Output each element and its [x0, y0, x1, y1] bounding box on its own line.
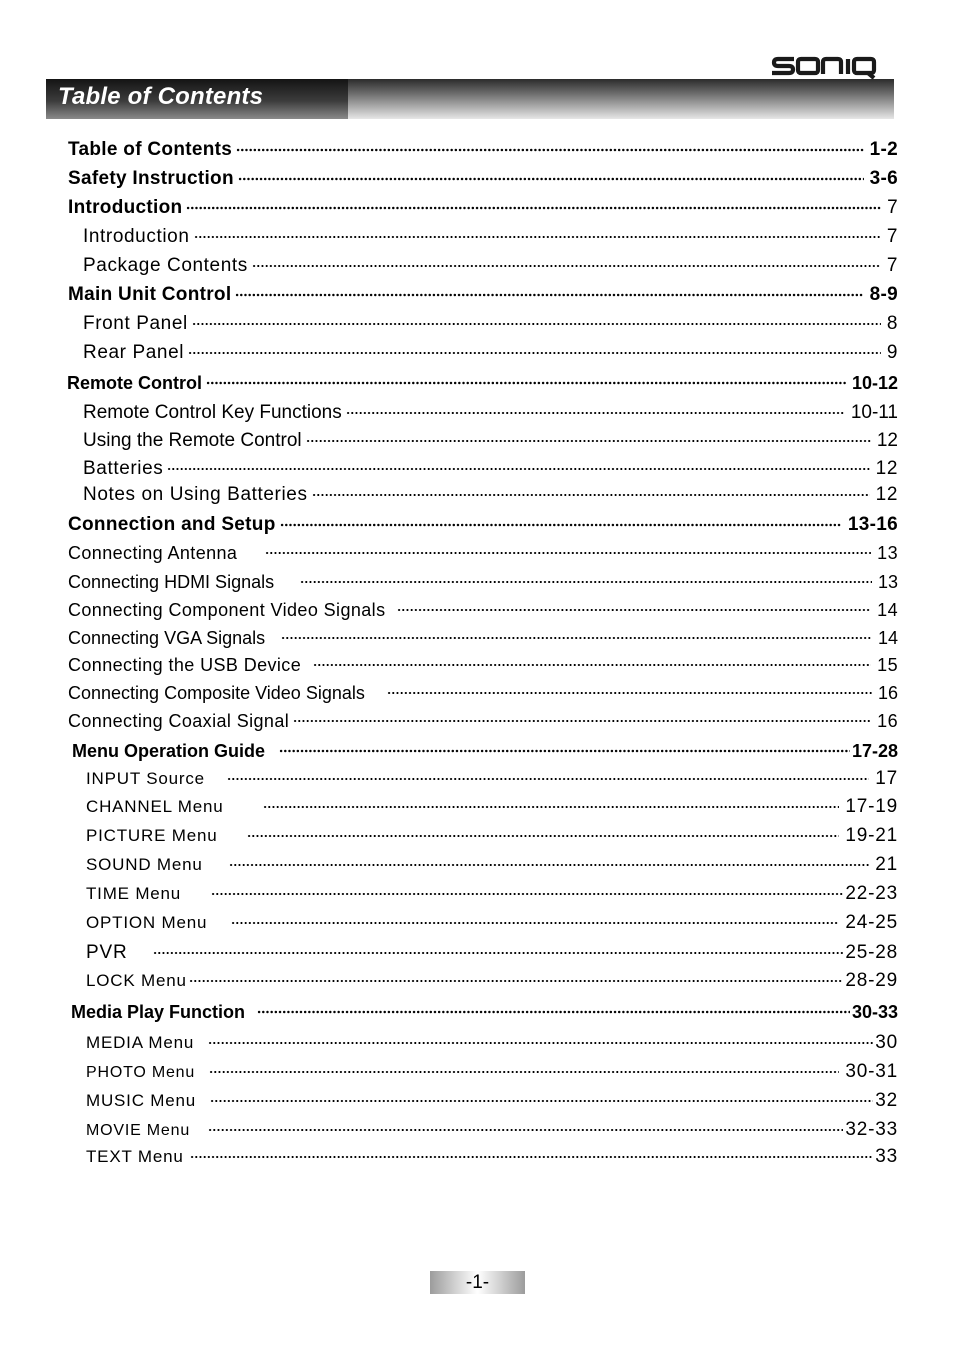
toc-entry-label: MOVIE Menu [86, 1122, 191, 1139]
toc-entry-label: Media Play Function [71, 1002, 246, 1022]
toc-entry[interactable] [68, 709, 898, 733]
toc-entry-label: CHANNEL Menu [86, 797, 224, 816]
toc-entry[interactable] [86, 767, 898, 791]
toc-entry[interactable] [68, 513, 898, 537]
toc-entry[interactable] [67, 371, 898, 395]
toc-leader-dots [210, 1097, 873, 1105]
toc-entry[interactable] [83, 341, 898, 365]
toc-entry[interactable] [68, 196, 898, 220]
toc-leader-dots [190, 1153, 874, 1161]
toc-entry[interactable] [86, 911, 898, 935]
toc-entry-label: Introduction [68, 197, 183, 218]
toc-leader-dots [208, 1126, 843, 1134]
toc-entry[interactable] [86, 795, 898, 819]
toc-leader-dots [186, 204, 881, 212]
toc-entry-label: Rear Panel [83, 342, 185, 363]
toc-entry-label: Notes on Using Batteries [83, 484, 308, 505]
toc-entry-label: SOUND Menu [86, 855, 203, 874]
toc-leader-dots [252, 262, 881, 270]
toc-entry[interactable] [86, 1145, 898, 1169]
toc-entry-page: 17-28 [851, 741, 898, 761]
page-number-bar [430, 1271, 525, 1294]
toc-entry-label: Introduction [83, 226, 190, 247]
toc-entry-label: PHOTO Menu [86, 1064, 196, 1081]
toc-entry[interactable] [68, 167, 898, 191]
toc-entry-page: 32-33 [845, 1119, 898, 1140]
toc-entry-label: Remote Control Key Functions [83, 402, 342, 423]
toc-entry-label: Connecting Antenna [68, 543, 238, 563]
toc-leader-dots [281, 634, 872, 642]
toc-entry[interactable] [86, 1031, 898, 1055]
toc-entry-page: 7 [887, 197, 898, 218]
toc-entry-page: 24-25 [845, 912, 898, 933]
toc-entry-page: 3-6 [869, 168, 898, 189]
toc-entry[interactable] [86, 824, 898, 848]
toc-entry[interactable] [86, 1060, 898, 1084]
toc-entry-label: MUSIC Menu [86, 1091, 197, 1110]
toc-leader-dots [293, 717, 871, 725]
toc-entry-page: 30-31 [845, 1061, 898, 1082]
toc-entry-page: 21 [875, 854, 898, 875]
toc-entry[interactable] [68, 138, 898, 162]
toc-entry-label: LOCK Menu [86, 971, 187, 990]
toc-entry-label: Connecting the USB Device [68, 655, 302, 675]
toc-entry[interactable] [86, 969, 898, 993]
toc-entry-label: Front Panel [83, 313, 188, 334]
toc-leader-dots [194, 233, 881, 241]
toc-entry-label: Connecting VGA Signals [68, 628, 266, 648]
toc-leader-dots [211, 890, 843, 898]
toc-entry[interactable] [68, 541, 898, 565]
toc-entry[interactable] [83, 457, 898, 481]
toc-entry-page: 25-28 [845, 942, 898, 963]
toc-entry-label: Connection and Setup [68, 514, 276, 535]
toc-leader-dots [387, 689, 872, 697]
toc-entry-page: 17-19 [845, 796, 898, 817]
toc-entry-label: Table of Contents [68, 139, 233, 160]
toc-entry-label: Package Contents [83, 255, 248, 276]
toc-entry-page: 17 [875, 768, 898, 789]
toc-entry-page: 10-11 [850, 402, 898, 423]
toc-entry-page: 12 [875, 458, 898, 479]
toc-entry-label: OPTION Menu [86, 913, 208, 932]
toc-leader-dots [189, 977, 844, 985]
toc-entry-page: 10-12 [851, 373, 898, 393]
toc-entry-page: 30 [875, 1032, 898, 1053]
toc-entry-page: 13 [877, 572, 898, 592]
toc-leader-dots [238, 175, 864, 183]
toc-entry[interactable] [86, 1089, 898, 1113]
toc-entry-label: INPUT Source [86, 769, 205, 788]
toc-entry-page: 13 [877, 543, 898, 563]
toc-leader-dots [247, 832, 839, 840]
toc-entry[interactable] [71, 1000, 898, 1024]
toc-entry-page: 1-2 [869, 139, 898, 160]
toc-leader-dots [153, 949, 843, 957]
toc-entry-page: 15 [877, 655, 898, 675]
toc-entry-page: 16 [877, 683, 898, 703]
toc-leader-dots [279, 747, 850, 755]
toc-entry-page: 8-9 [869, 284, 898, 305]
toc-leader-dots [229, 861, 870, 869]
toc-leader-dots [208, 1039, 873, 1047]
toc-entry[interactable] [68, 653, 898, 677]
toc-leader-dots [236, 146, 863, 154]
toc-entry[interactable] [86, 1118, 898, 1142]
toc-entry[interactable] [83, 225, 898, 249]
toc-entry[interactable] [72, 739, 898, 763]
toc-leader-dots [346, 409, 845, 417]
toc-entry-page: 28-29 [845, 970, 898, 991]
toc-entry-label: Safety Instruction [68, 168, 234, 189]
toc-entry[interactable] [68, 626, 898, 650]
toc-entry-page: 12 [875, 484, 898, 505]
toc-entry-label: Remote Control [67, 373, 202, 393]
toc-entry-page: 13-16 [847, 514, 898, 535]
toc-entry-page: 16 [877, 711, 898, 731]
toc-entry-label: MEDIA Menu [86, 1033, 195, 1052]
toc-entry-page: 9 [886, 342, 898, 363]
toc-leader-dots [231, 919, 839, 927]
toc-entry-page: 30-33 [851, 1002, 898, 1022]
toc-entry-label: TEXT Menu [86, 1147, 184, 1166]
toc-leader-dots [300, 578, 872, 586]
toc-entry-page: 7 [886, 255, 898, 276]
toc-entry[interactable] [68, 681, 898, 705]
toc-entry-label: Batteries [83, 458, 164, 479]
toc-entry-page: 8 [886, 313, 898, 334]
toc-entry[interactable] [86, 882, 898, 906]
toc-leader-dots [188, 349, 881, 357]
toc-leader-dots [209, 1068, 839, 1076]
toc-leader-dots [227, 775, 869, 783]
toc-entry[interactable] [86, 941, 898, 965]
toc-entry[interactable] [83, 312, 898, 336]
toc-entry-label: TIME Menu [86, 884, 182, 903]
toc-leader-dots [235, 291, 863, 299]
toc-entry-label: Main Unit Control [68, 284, 232, 305]
toc-entry[interactable] [83, 401, 898, 425]
toc-entry-page: 32 [875, 1090, 898, 1111]
toc-entry-page: 19-21 [845, 825, 898, 846]
toc-leader-dots [206, 379, 846, 387]
toc-entry-label: PVR [86, 942, 128, 963]
toc-entry-page: 7 [886, 226, 898, 247]
toc-leader-dots [397, 606, 871, 614]
toc-entry-page: 14 [877, 600, 898, 620]
toc-entry-label: Menu Operation Guide [72, 741, 266, 761]
page-title: Table of Contents [58, 83, 264, 110]
toc-entry-label: Using the Remote Control [83, 430, 302, 451]
toc-leader-dots [313, 661, 871, 669]
toc-entry-label: Connecting Coaxial Signal [68, 711, 290, 731]
toc-entry[interactable] [68, 570, 898, 594]
toc-entry-label: Connecting HDMI Signals [68, 572, 275, 592]
toc-leader-dots [280, 521, 842, 529]
toc-entry-page: 33 [875, 1146, 898, 1167]
toc-entry[interactable] [68, 598, 898, 622]
toc-leader-dots [312, 491, 870, 499]
toc-leader-dots [192, 320, 881, 328]
toc-entry-label: Connecting Component Video Signals [68, 600, 386, 620]
page-number: -1- [465, 1272, 490, 1293]
toc-entry[interactable] [83, 254, 898, 278]
toc-entry-page: 22-23 [845, 883, 898, 904]
toc-entry[interactable] [83, 429, 898, 453]
toc-leader-dots [265, 549, 871, 557]
toc-leader-dots [263, 803, 839, 811]
toc-entry-label: Connecting Composite Video Signals [68, 683, 365, 703]
toc-leader-dots [167, 465, 869, 473]
toc-entry-page: 12 [876, 430, 898, 451]
toc-entry[interactable] [86, 853, 898, 877]
toc-leader-dots [257, 1008, 850, 1016]
toc-leader-dots [306, 437, 871, 445]
toc-entry-page: 14 [877, 628, 898, 648]
toc-entry[interactable] [68, 283, 898, 307]
toc-entry[interactable] [83, 483, 898, 507]
toc-entry-label: PICTURE Menu [86, 826, 218, 845]
